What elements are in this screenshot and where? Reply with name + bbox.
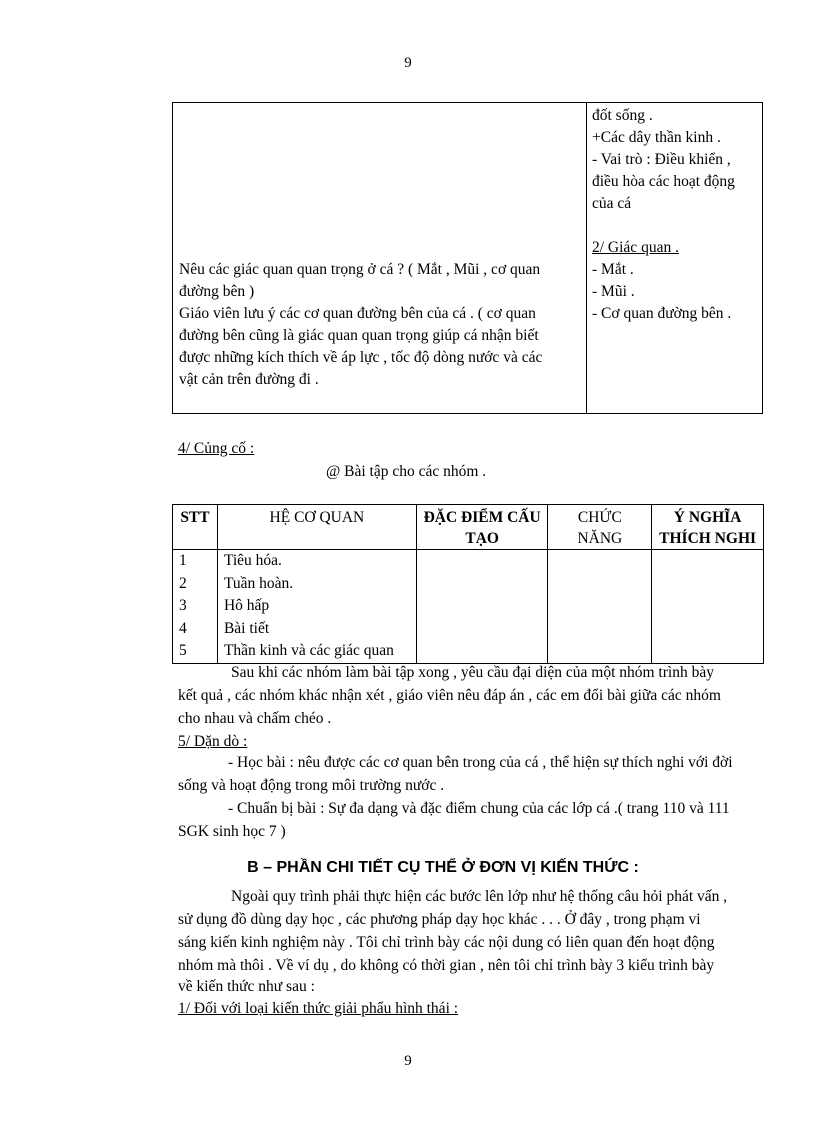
right-line: của cá	[592, 195, 632, 212]
system-cell: Bài tiết	[223, 619, 270, 637]
header-structure: ĐẶC ĐIỂM CẤU TẠO	[416, 505, 548, 550]
page-number-bottom: 9	[404, 1053, 412, 1069]
paragraph-line: cho nhau và chấm chéo .	[178, 710, 332, 727]
right-line: - Cơ quan đường bên .	[592, 305, 732, 322]
stt-cell: 4	[179, 619, 187, 637]
column-divider	[586, 103, 587, 413]
system-cell: Tuần hoàn.	[223, 574, 294, 592]
header-adaptation: Ý NGHĨA THÍCH NGHI	[652, 505, 764, 550]
section-5-line: sống và hoạt động trong môi trường nước .	[178, 777, 445, 794]
table-body-row	[173, 550, 764, 664]
right-line: điều hòa các hoạt động	[592, 173, 735, 190]
left-line: được những kích thích về áp lực , tốc độ dòng nước và các	[179, 349, 543, 366]
right-column-content	[592, 105, 735, 325]
paragraph-line: kết quả , các nhóm khác nhận xét , giáo viên nêu đáp án , các em đổi bài giữa các nhóm	[178, 687, 721, 704]
stt-cell: 2	[179, 574, 187, 592]
section-b-line: sử dụng đồ dùng dạy học , các phương pháp dạy học khác . . . Ở đây , trong phạm vi	[178, 911, 701, 928]
system-cell: Tiêu hóa.	[223, 552, 282, 569]
blank-line	[592, 215, 735, 237]
continuation-table	[172, 102, 763, 414]
system-column	[217, 550, 416, 664]
system-cell: Hô hấp	[223, 597, 270, 614]
right-line: +Các dây thần kinh .	[592, 129, 721, 146]
section-5-heading: 5/ Dặn dò :	[178, 733, 248, 750]
left-line: vật cản trên đường đi .	[179, 371, 319, 388]
exercise-table	[172, 504, 764, 664]
right-line: - Mắt .	[592, 261, 634, 278]
header-function: CHỨC NĂNG	[548, 505, 652, 550]
left-line: đường bên cũng là giác quan quan trọng giúp cá nhận biết	[179, 327, 539, 344]
section-b-line: sáng kiến kinh nghiệm này . Tôi chỉ trình bày các nội dung có liên quan đến hoạt động	[178, 934, 715, 951]
stt-cell: 5	[179, 642, 187, 659]
section-5-line: SGK sinh học 7 )	[178, 823, 286, 840]
section-b-line: về kiến thức như sau :	[178, 978, 315, 995]
header-stt: STT	[173, 505, 218, 550]
header-system: HỆ CƠ QUAN	[217, 505, 416, 550]
right-line: - Vai trò : Điều khiển ,	[592, 151, 731, 168]
function-cell-empty	[548, 550, 652, 664]
section-5-line: - Học bài : nêu được các cơ quan bên trong của cá , thể hiện sự thích nghi với đời	[228, 754, 733, 771]
left-column-content	[179, 259, 542, 391]
section-5-line: - Chuẩn bị bài : Sự đa dạng và đặc điểm chung của các lớp cá .( trang 110 và 111	[228, 800, 730, 817]
page-number-top: 9	[404, 55, 412, 71]
stt-column	[173, 550, 218, 664]
left-line: Giáo viên lưu ý các cơ quan đường bên của cá . ( cơ quan	[179, 305, 536, 322]
structure-cell-empty	[416, 550, 548, 664]
stt-cell: 3	[179, 597, 187, 614]
section-4-subheading: @ Bài tập cho các nhóm .	[326, 463, 487, 480]
table-header-row	[173, 505, 764, 550]
right-line: - Mũi .	[592, 283, 635, 300]
section-b-line: nhóm mà thôi . Về ví dụ , do không có thời gian , nên tôi chỉ trình bày 3 kiểu trình bày	[178, 957, 715, 974]
section-b-line: Ngoài quy trình phải thực hiện các bước lên lớp như hệ thống câu hỏi phát vấn ,	[231, 888, 728, 905]
adaptation-cell-empty	[652, 550, 764, 664]
left-line: đường bên )	[179, 283, 255, 300]
right-line: đốt sống .	[592, 107, 653, 124]
section-b-heading: B – PHẦN CHI TIẾT CỤ THỂ Ở ĐƠN VỊ KIẾN THỨC :	[247, 859, 639, 876]
stt-cell: 1	[179, 552, 187, 569]
system-cell: Thần kinh và các giác quan	[223, 642, 394, 659]
paragraph-line: Sau khi các nhóm làm bài tập xong , yêu cầu đại diện của một nhóm trình bày	[231, 664, 714, 681]
right-subheading: 2/ Giác quan .	[592, 239, 679, 256]
section-b-subheading: 1/ Đối với loại kiến thức giải phẩu hình thái :	[178, 1000, 459, 1017]
section-4-heading: 4/ Củng cố :	[178, 440, 255, 457]
left-line: Nêu các giác quan quan trọng ở cá ? ( Mắt , Mũi , cơ quan	[179, 261, 541, 278]
